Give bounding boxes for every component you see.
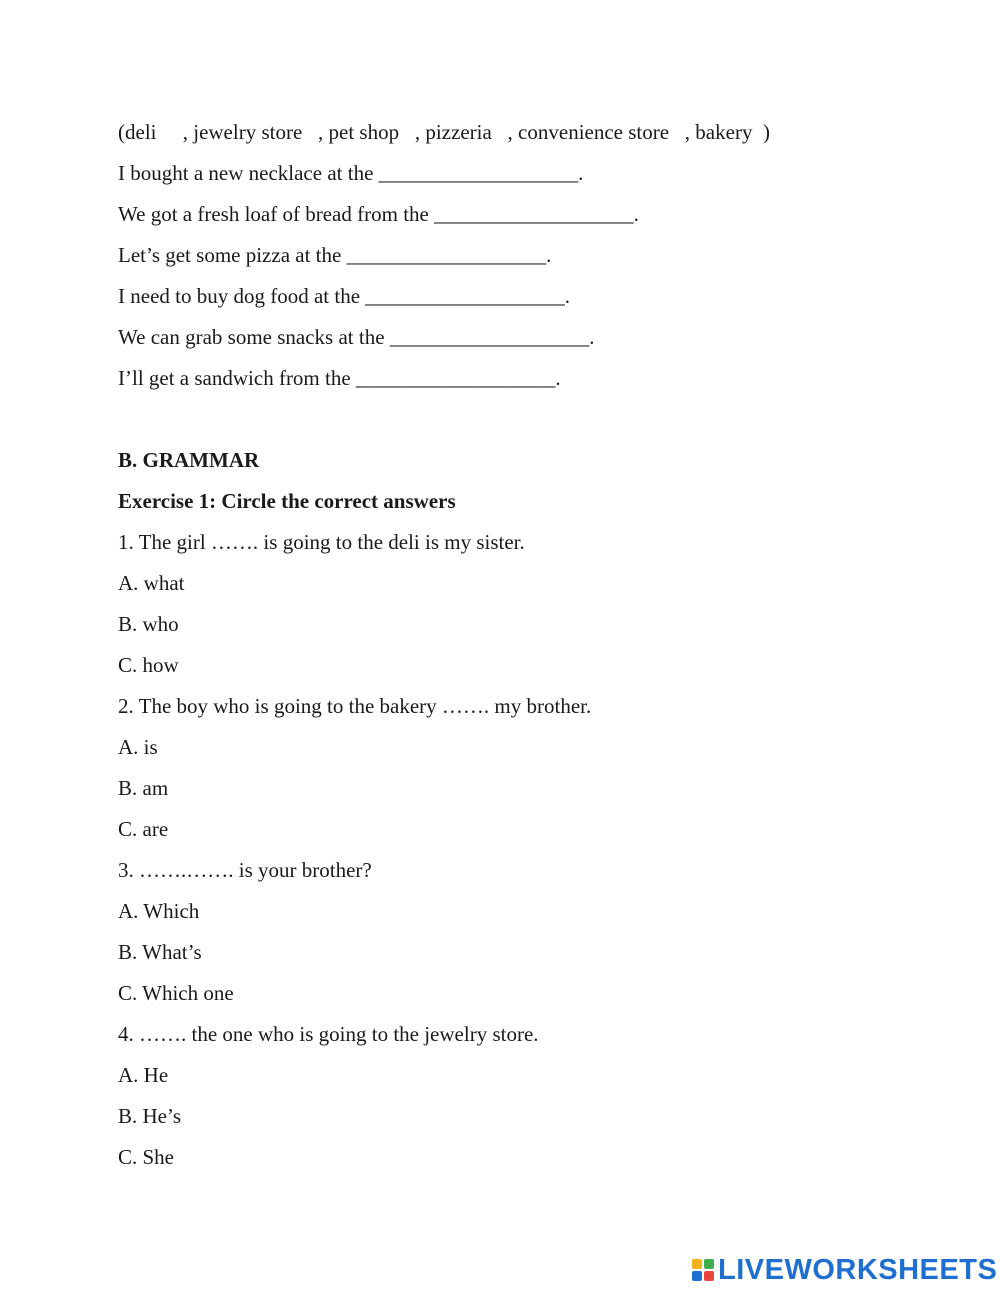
- fill-in-sentence-4: I need to buy dog food at the ___________________.: [118, 284, 571, 308]
- logo-square-3: [692, 1271, 702, 1281]
- question-4-option-b[interactable]: B. He’s: [118, 1104, 181, 1128]
- section-heading: B. GRAMMAR: [118, 448, 260, 472]
- fill-in-sentence-2: We got a fresh loaf of bread from the ___________________.: [118, 202, 639, 226]
- question-3: 3. …….……. is your brother?: [118, 858, 372, 882]
- exercise-title: Exercise 1: Circle the correct answers: [118, 489, 456, 513]
- fill-in-sentence-1: I bought a new necklace at the ___________________.: [118, 161, 584, 185]
- question-4-option-c[interactable]: C. She: [118, 1145, 175, 1169]
- liveworksheets-logo: [692, 1254, 997, 1286]
- question-3-option-c[interactable]: C. Which one: [118, 981, 234, 1005]
- question-3-option-a[interactable]: A. Which: [118, 899, 200, 923]
- question-4: 4. ……. the one who is going to the jewelry store.: [118, 1022, 539, 1046]
- word-bank: (deli , jewelry store , pet shop , pizzeria , convenience store , bakery ): [118, 120, 770, 144]
- logo-square-1: [692, 1259, 702, 1269]
- question-2-option-c[interactable]: C. are: [118, 817, 169, 841]
- question-3-option-b[interactable]: B. What’s: [118, 940, 202, 964]
- fill-in-sentence-5: We can grab some snacks at the ___________________.: [118, 325, 595, 349]
- fill-in-sentence-6: I’ll get a sandwich from the ___________________.: [118, 366, 561, 390]
- worksheet-page: [118, 112, 958, 1178]
- section-spacer: [118, 399, 958, 440]
- question-2: 2. The boy who is going to the bakery ……. my brother.: [118, 694, 592, 718]
- logo-square-4: [704, 1271, 714, 1281]
- question-4-option-a[interactable]: A. He: [118, 1063, 169, 1087]
- question-1-option-c[interactable]: C. how: [118, 653, 179, 677]
- liveworksheets-logo-icon: [692, 1259, 714, 1281]
- fill-in-sentence-3: Let’s get some pizza at the ___________________.: [118, 243, 552, 267]
- question-1: 1. The girl ……. is going to the deli is my sister.: [118, 530, 525, 554]
- logo-square-2: [704, 1259, 714, 1269]
- question-1-option-b[interactable]: B. who: [118, 612, 179, 636]
- question-2-option-a[interactable]: A. is: [118, 735, 158, 759]
- question-2-option-b[interactable]: B. am: [118, 776, 169, 800]
- logo-text: LIVEWORKSHEETS: [718, 1254, 998, 1286]
- question-1-option-a[interactable]: A. what: [118, 571, 185, 595]
